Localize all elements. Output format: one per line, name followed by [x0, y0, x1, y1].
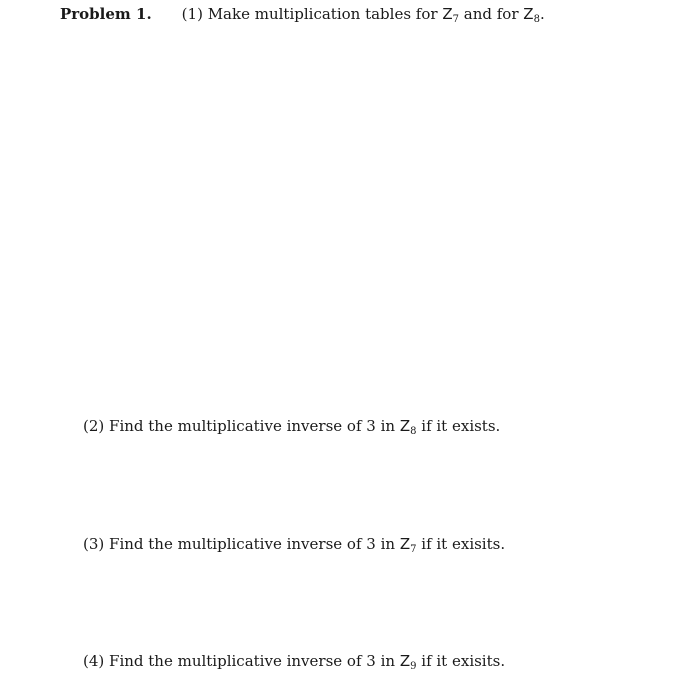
- problem-heading: Problem 1.: [60, 5, 152, 23]
- part-text: .: [539, 5, 545, 23]
- set-subscript: 7: [410, 544, 417, 555]
- set-z-symbol: Z: [399, 417, 411, 435]
- part-text: if it exists.: [421, 417, 501, 435]
- part-label: (1): [181, 5, 203, 23]
- part-label: (2): [83, 417, 105, 435]
- part-text: and for: [463, 5, 519, 23]
- part-label: (3): [83, 535, 105, 553]
- part-text: Find the multiplicative inverse of 3 in: [109, 417, 396, 435]
- problem-part-3: [83, 534, 505, 554]
- set-subscript: 9: [410, 661, 417, 672]
- part-text: Find the multiplicative inverse of 3 in: [109, 535, 396, 553]
- part-text: if it exisits.: [421, 652, 506, 670]
- set-z-symbol: Z: [399, 535, 411, 553]
- set-subscript: 8: [533, 14, 540, 25]
- problem-part-2: [83, 416, 500, 436]
- set-z-symbol: Z: [442, 5, 453, 23]
- set-subscript: 8: [410, 426, 417, 437]
- problem-part-4: [83, 651, 505, 671]
- part-text: if it exisits.: [421, 535, 506, 553]
- set-z-symbol: Z: [523, 5, 534, 23]
- set-subscript: 7: [452, 14, 459, 25]
- part-text: Make multiplication tables for: [207, 5, 438, 23]
- part-label: (4): [83, 652, 105, 670]
- problem-part-1: [60, 4, 545, 24]
- set-z-symbol: Z: [399, 652, 411, 670]
- part-text: Find the multiplicative inverse of 3 in: [109, 652, 396, 670]
